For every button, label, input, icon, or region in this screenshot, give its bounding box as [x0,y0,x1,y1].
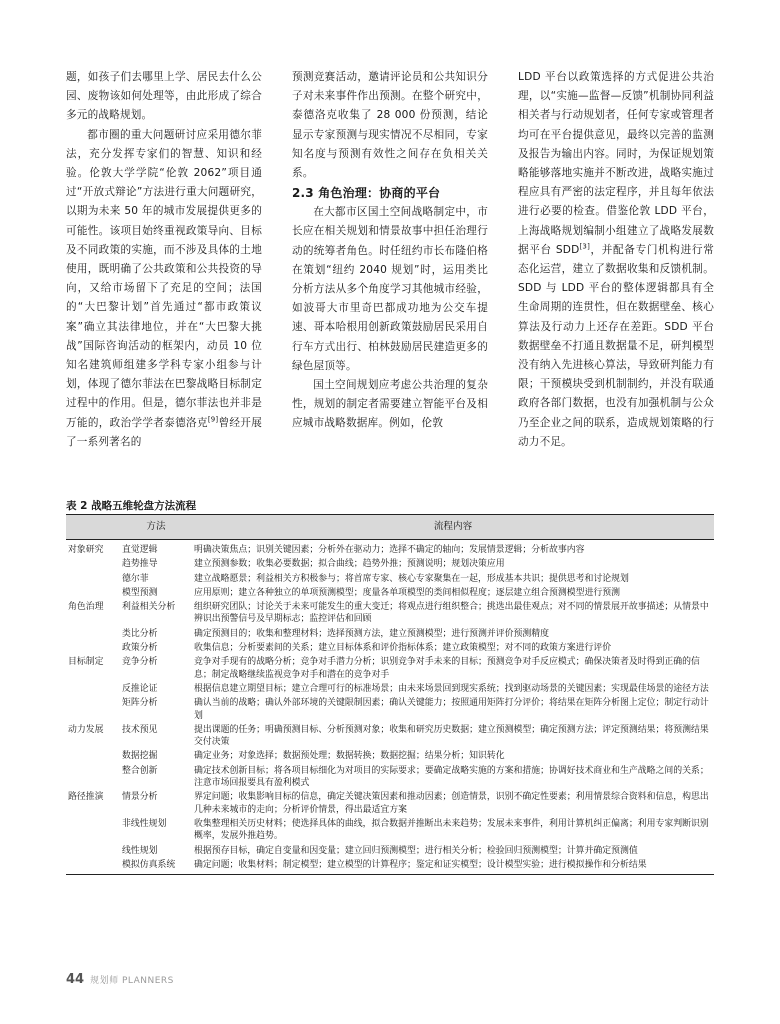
table-row [66,844,714,858]
journal-name: 规划师 PLANNERS [90,976,174,986]
paragraph: 预测竞赛活动，邀请评论员和公共知识分子对未来事件作出预测。在整个研究中，泰德洛克收集了 28 000 份预测，结论显示专家预测与现实情况不尽相同，专家知名度与预测有效性之间存在负相关关系。 [292,71,488,180]
method-cell: 反推论证 [122,683,158,694]
process-cell: 界定问题；收集影响目标的信息，确定关键决策因素和推动因素；创造情景，识别不确定性要素；利用情景综合资料和信息，构思出几种未来城市的走向；分析评价情景，得出最适宜方案 [194,792,709,815]
method-cell: 情景分析 [122,792,158,803]
method-cell: 类比分析 [122,628,158,639]
category-cell [66,557,120,571]
category-cell: 路径推演 [68,792,104,803]
category-cell [66,627,120,641]
category-cell: 目标制定 [68,657,104,668]
page-number: 44 [66,972,85,987]
method-cell: 模拟仿真系统 [120,858,192,875]
process-cell: 根据信息建立期望目标；建立合理可行的标准场景；由未来场景回到现实系统；找到驱动场景的关键因素；实现最佳场景的途径方法 [194,683,709,694]
category-cell: 对象研究 [68,545,104,555]
table-row [66,586,714,600]
table-row [66,655,714,682]
method-cell: 线性规划 [122,845,158,856]
table-row [66,790,714,817]
method-cell: 趋势推导 [122,559,158,570]
table-row [66,682,714,696]
process-cell: 提出课题的任务；明确预测目标、分析预测对象；收集和研究历史数据；建立预测模型；确定预测方法；评定预测结果；将预测结果交付决策 [194,724,709,748]
method-cell: 政策分析 [122,643,158,654]
process-cell: 根据预存目标，确定自变量和因变量；建立回归预测模型；进行相关分析；检验回归预测模型；计算并确定预测值 [194,845,638,856]
process-cell: 收集信息；分析要素间的关系；建立目标体系和评价指标体系；建立政策模型；对不同的政策方案进行评价 [194,643,612,654]
category-cell [66,817,120,844]
paragraph: 都市圈的重大问题研讨应采用德尔菲法，充分发挥专家们的智慧、知识和经验。伦敦大学学院“伦敦 2062”项目通过“开放式辩论”方法进行重大问题研究，以期为未来 50 年的城市发展提供更多的可能性。该项目始终重视政策导向、目标及不同政策的实施，而不涉及具体的土地使用，既明确了公共政策和公共投资的导向，又给市场留下了充足的空间；法国的“大巴黎计划”首先通过“都市政策议案”确立其法律地位，并在“大巴黎大挑战”国际咨询活动的框架内，动员 10 位知名建筑师组建多学科专家小组参与计划，体现了德尔菲法在巴黎战略目标制定过程中的作用。但是，德尔菲法也并非是万能的，政治学学者泰德洛克[9]曾经开展了一系列著名的 [66,128,262,448]
process-cell: 应用原则；建立各种独立的单项预测模型；度量各单项模型的类间相似程度；逐层建立组合预测模型进行预测 [194,587,620,598]
category-cell [66,844,120,858]
process-cell: 确认当前的战略；确认外部环境的关键限制因素；确认关键能力；按照通用矩阵打分评价；将结果在矩阵分析图上定位；制定行动计划 [194,698,709,721]
text-column-2 [292,68,488,434]
method-cell: 直觉逻辑 [122,545,158,555]
table-row [66,817,714,844]
category-cell: 角色治理 [68,602,104,613]
category-cell [66,641,120,655]
table-row [66,858,714,875]
table-row [66,557,714,571]
category-cell [66,586,120,600]
section-heading: 2.3 角色治理：协商的平台 [292,186,441,201]
method-cell: 利益相关分析 [122,602,176,613]
method-cell: 数据挖掘 [122,751,158,762]
text-column-3 [518,68,714,452]
paragraph: 题，如孩子们去哪里上学、居民去什么公园、废物该如何处理等，由此形成了综合多元的战略规划。 [66,71,262,122]
table-header-row [66,515,714,540]
method-cell: 矩阵分析 [122,698,158,709]
table-caption: 表 2 战略五维轮盘方法流程 [66,500,197,512]
process-cell: 确定业务；对象选择；数据预处理；数据转换；数据挖掘；结果分析；知识转化 [194,751,505,762]
process-cell: 建立战略愿景；利益相关方积极参与；将首席专家、核心专家聚集在一起，形成基本共识；提供思考和讨论规划 [194,573,629,584]
header-cell [66,515,120,540]
process-cell: 确定问题；收集材料；制定模型；建立模型的计算程序；鉴定和证实模型；设计模型实验；进行模拟操作和分析结果 [192,858,714,875]
process-cell: 竞争对手现有的战略分析；竞争对手潜力分析；识别竞争对手未来的目标；预测竞争对手反应模式；确保决策者及时得到正确的信息；制定战略继续监视竞争对手和潜在的竞争对手 [194,657,700,680]
process-cell: 明确决策焦点；识别关键因素；分析外在驱动力；选择不确定的轴向；发展情景逻辑；分析故事内容 [194,545,585,555]
body-text [66,68,714,478]
method-cell: 模型预测 [122,587,158,598]
table-row [66,540,714,558]
method-cell: 技术预见 [122,724,158,735]
method-cell: 德尔菲 [122,573,149,584]
process-cell: 组织研究团队；讨论关于未来可能发生的重大变迁；将观点进行组织整合；挑选出最佳观点；对不同的情景展开故事描述；从情景中辨识出预警信号及早期标志；监控评估和回顾 [194,602,709,625]
table-row [66,764,714,791]
category-cell [66,682,120,696]
method-cell: 非线性规划 [122,818,167,829]
process-cell: 确定预测目的；收集和整理材料；选择预测方法，建立预测模型；进行预测并评价预测精度 [194,628,549,639]
method-cell: 整合创新 [122,765,158,776]
process-cell: 收集整理相关历史材料；使选择具体的曲线，拟合数据并推断出未来趋势；发展未来事件，利用计算机纠正偏离；利用专家判断识别概率，发展外推趋势。 [194,818,709,842]
category-cell [66,696,120,723]
header-cell: 方法 [120,515,192,540]
methods-table [66,514,714,875]
category-cell [66,572,120,586]
paragraph: 在大都市区国土空间战略制定中，市长应在相关规划和情景故事中担任治理行动的统筹者角色。时任纽约市长布隆伯格在策划“纽约 2040 规划”时，运用类比分析方法从多个角度学习其他城市经验，如波哥大市里奇巴都成功地为公交车提速、哥本哈根用创新政策鼓励居民采用自行车方式出行、柏林鼓励居民建造更多的绿色屋顶等。 [292,206,488,372]
citation: [3] [579,242,591,251]
method-cell: 竞争分析 [122,657,158,668]
table-row [66,749,714,763]
header-cell: 流程内容 [192,515,714,540]
category-cell [66,764,120,791]
page-footer [66,972,174,987]
table-row [66,572,714,586]
category-cell [66,749,120,763]
text-column-1 [66,68,262,452]
category-cell [66,858,120,875]
paragraph: LDD 平台以政策选择的方式促进公共治理，以“实施—监督—反馈”机制协同利益相关者与行动规划者，任何专家或管理者均可在平台提供意见，最终以完善的监测及报告为输出内容。同时，为保证规划策略能够落地实施并不断改进，战略实施过程应具有严密的法定程序，并且每年依法进行必要的检查。借鉴伦敦 LDD 平台，上海战略规划编制小组建立了战略发展数据平台 SDD[3]，并配备专门机构进行常态化运营，建立了数据收集和反馈机制。SDD 与 LDD 平台的整体逻辑都具有全生命周期的连贯性，但在数据壁垒、核心算法及行动力上还存在差距。SDD 平台数据壁垒不打通且数据量不足，研判模型没有纳入先进核心算法，导致研判能力有限；干预模块受到机制制约，并没有联通政府各部门数据，也没有加强机制与公众乃至企业之间的联系，造成规划策略的行动力不足。 [518,71,714,448]
process-cell: 确定技术创新目标；将各项目标细化为对项目的实际要求；要确定战略实施的方案和措施；协调好技术商业和生产战略之间的关系；注意市场回报要具有盈利模式 [194,765,709,789]
citation: [9] [207,415,219,424]
process-cell: 建立预测参数；收集必要数据；拟合曲线；趋势外推；预测说明；规划决策应用 [194,559,505,570]
table-row [66,600,714,627]
category-cell: 动力发展 [68,724,104,735]
table-row [66,641,714,655]
paragraph: 国土空间规划应考虑公共治理的复杂性，规划的制定者需要建立智能平台及相应城市战略数据库。例如，伦敦 [292,379,488,430]
table-row [66,627,714,641]
table-row [66,723,714,750]
table-row [66,696,714,723]
